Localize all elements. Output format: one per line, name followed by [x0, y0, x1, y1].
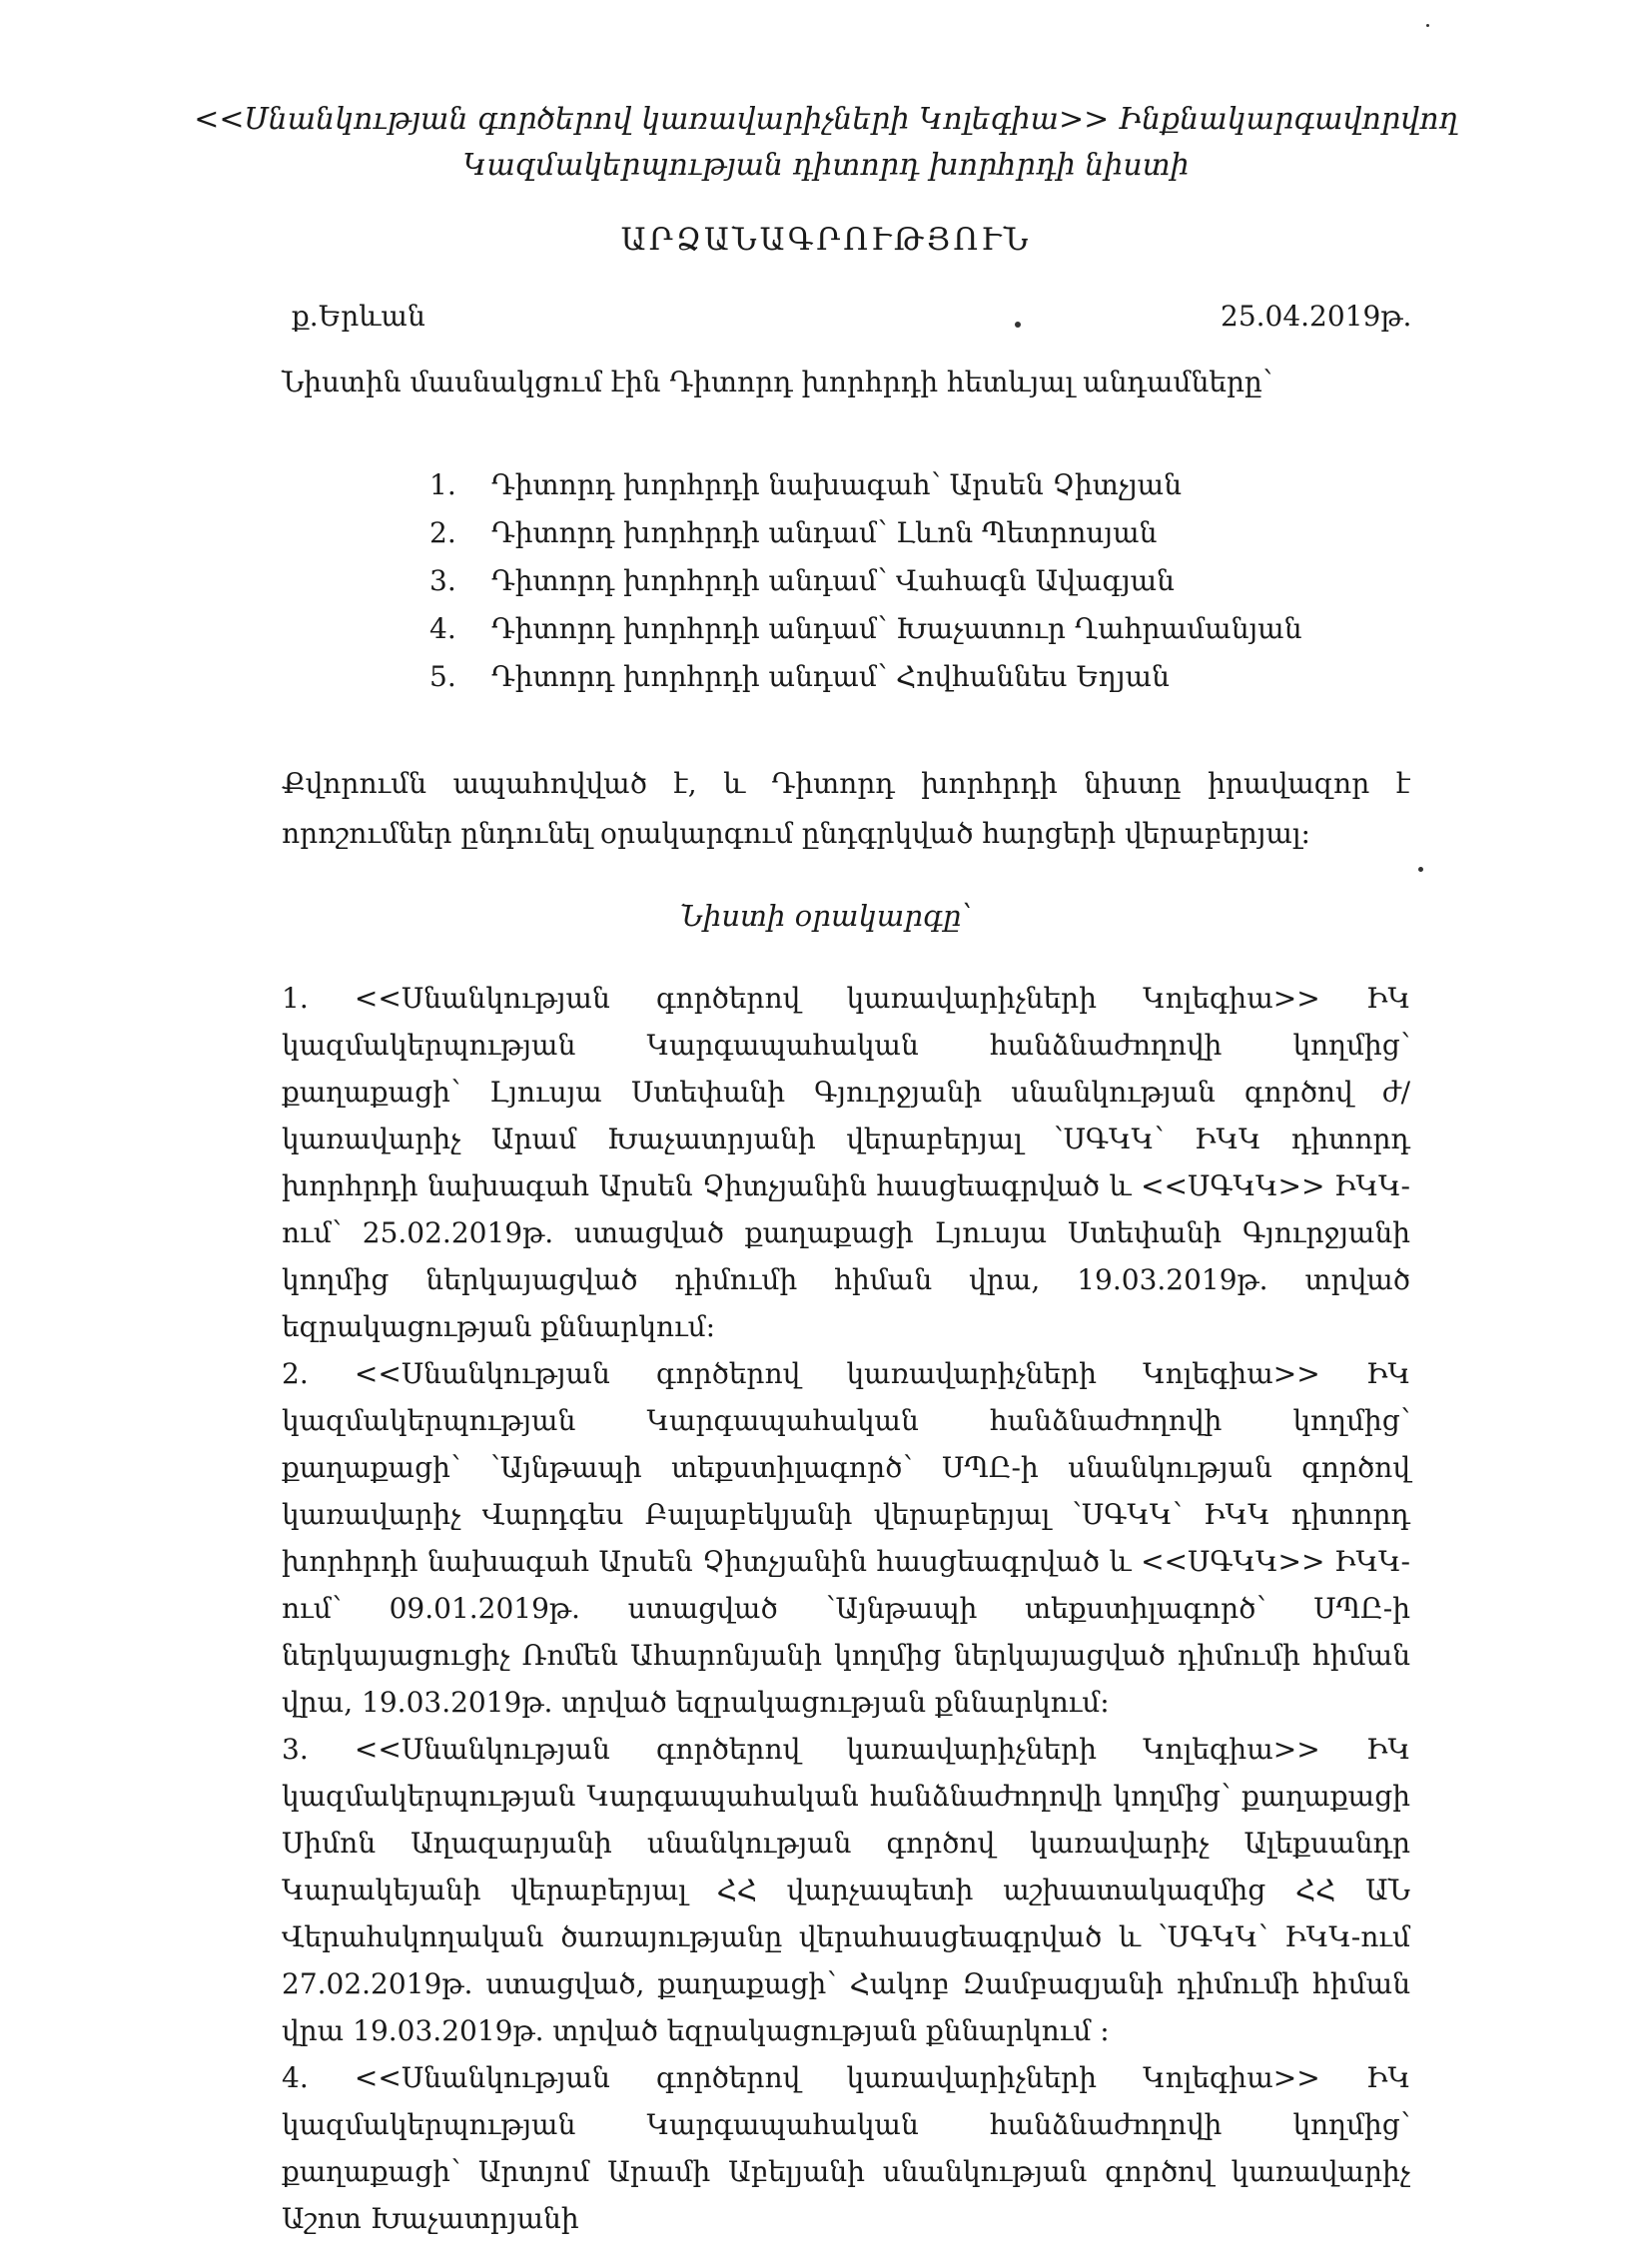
member-number: 5. [429, 660, 456, 693]
intro-text: Նիստին մասնակցում էին Դիտորդ խորհրդի հետևյալ անդամները՝ [282, 366, 1273, 398]
quorum-paragraph: Քվորումն ապահովված է, և Դիտորդ խորհրդի նիստը իրավազոր է որոշումներ ընդունել օրակարգում ընդգրկված հարցերի վերաբերյալ: [282, 767, 1410, 850]
member-item [429, 605, 1302, 653]
scan-speck [1426, 24, 1429, 27]
member-number: 1. [429, 468, 456, 501]
member-item [429, 461, 1302, 509]
date: 25.04.2019թ. [1221, 300, 1412, 333]
member-item [429, 509, 1302, 557]
scan-speck [1015, 322, 1021, 328]
agenda-list [282, 975, 1410, 2242]
member-text: Դիտորդ խորհրդի անդամ՝ Վահագն Ավագյան [491, 564, 1175, 597]
agenda-item: 4. <<Սնանկության գործերով կառավարիչների Կոլեգիա>> ԻԿ կազմակերպության Կարգապահական հանձնաժողովի կողմից՝ քաղաքացի՝ Արտյոմ Արամի Աբելյանի սնանկության գործով կառավարիչ Աշոտ Խաչատրյանի [282, 2061, 1410, 2235]
place: ք.Երևան [292, 300, 425, 333]
scan-speck [1418, 867, 1423, 872]
member-text: Դիտորդ խորհրդի անդամ՝ Հովհաննես Եղյան [491, 660, 1170, 693]
header-line-2: Կազմակերպության դիտորդ խորհրդի նիստի [462, 148, 1190, 183]
member-text: Դիտորդ խորհրդի անդամ՝ Լևոն Պետրոսյան [491, 516, 1158, 549]
member-text: Դիտորդ խորհրդի նախագահ՝ Արսեն Չիտչյան [491, 468, 1183, 501]
document-title: ԱՐՁԱՆԱԳՐՈՒԹՅՈՒՆ [620, 222, 1032, 258]
agenda-title: Նիստի օրակարգը՝ [679, 899, 973, 933]
agenda-item: 2. <<Սնանկության գործերով կառավարիչների Կոլեգիա>> ԻԿ կազմակերպության Կարգապահական հանձնաժողովի կողմից՝ քաղաքացի՝ ՝Այնթապի տեքստիլագործ՝ ՍՊԸ-ի սնանկության գործով կառավարիչ Վարդգես Բալաբեկյանի վերաբերյալ ՝ՍԳԿԿ՝ ԻԿԿ դիտորդ խորհրդի նախագահ Արսեն Չիտչյանին հասցեագրված և <<ՍԳԿԿ>> ԻԿԿ-ում՝ 09.01.2019թ. ստացված ՝Այնթապի տեքստիլագործ՝ ՍՊԸ-ի ներկայացուցիչ Ռոմեն Ահարոնյանի կողմից ներկայացված դիմումի հիման վրա, 19.03.2019թ. տրված եզրակացության քննարկում: [282, 1357, 1410, 1719]
member-number: 4. [429, 612, 456, 645]
member-number: 2. [429, 516, 456, 549]
agenda-item: 3. <<Սնանկության գործերով կառավարիչների Կոլեգիա>> ԻԿ կազմակերպության Կարգապահական հանձնաժողովի կողմից՝ քաղաքացի Սիմոն Աղազարյանի սնանկության գործով կառավարիչ Ալեքսանդր Կարակեյանի վերաբերյալ ՀՀ վարչապետի աշխատակազմից ՀՀ ԱՆ Վերահսկողական ծառայությանը վերահասցեագրված և ՝ՍԳԿԿ՝ ԻԿԿ-ում 27.02.2019թ. ստացված, քաղաքացի՝ Հակոբ Զամբազյանի դիմումի հիման վրա 19.03.2019թ. տրված եզրակացության քննարկում : [282, 1733, 1410, 2047]
member-item [429, 557, 1302, 605]
member-number: 3. [429, 564, 456, 597]
member-text: Դիտորդ խորհրդի անդամ՝ Խաչատուր Ղահրամանյան [491, 612, 1302, 645]
member-item [429, 653, 1302, 701]
header-line-1: <<Սնանկության գործերով կառավարիչների Կոլեգիա>> Ինքնակարգավորվող [194, 102, 1458, 137]
agenda-item: 1. <<Սնանկության գործերով կառավարիչների Կոլեգիա>> ԻԿ կազմակերպության Կարգապահական հանձնաժողովի կողմից՝ քաղաքացի՝ Լյուսյա Ստեփանի Գյուրջյանի սնանկության գործով ժ/կառավարիչ Արամ Խաչատրյանի վերաբերյալ ՝ՍԳԿԿ՝ ԻԿԿ դիտորդ խորհրդի նախագահ Արսեն Չիտչյանին հասցեագրված և <<ՍԳԿԿ>> ԻԿԿ-ում՝ 25.02.2019թ. ստացված քաղաքացի Լյուսյա Ստեփանի Գյուրջյանի կողմից ներկայացված դիմումի հիման վրա, 19.03.2019թ. տրված եզրակացության քննարկում: [282, 982, 1410, 1343]
members-list [429, 461, 1302, 701]
